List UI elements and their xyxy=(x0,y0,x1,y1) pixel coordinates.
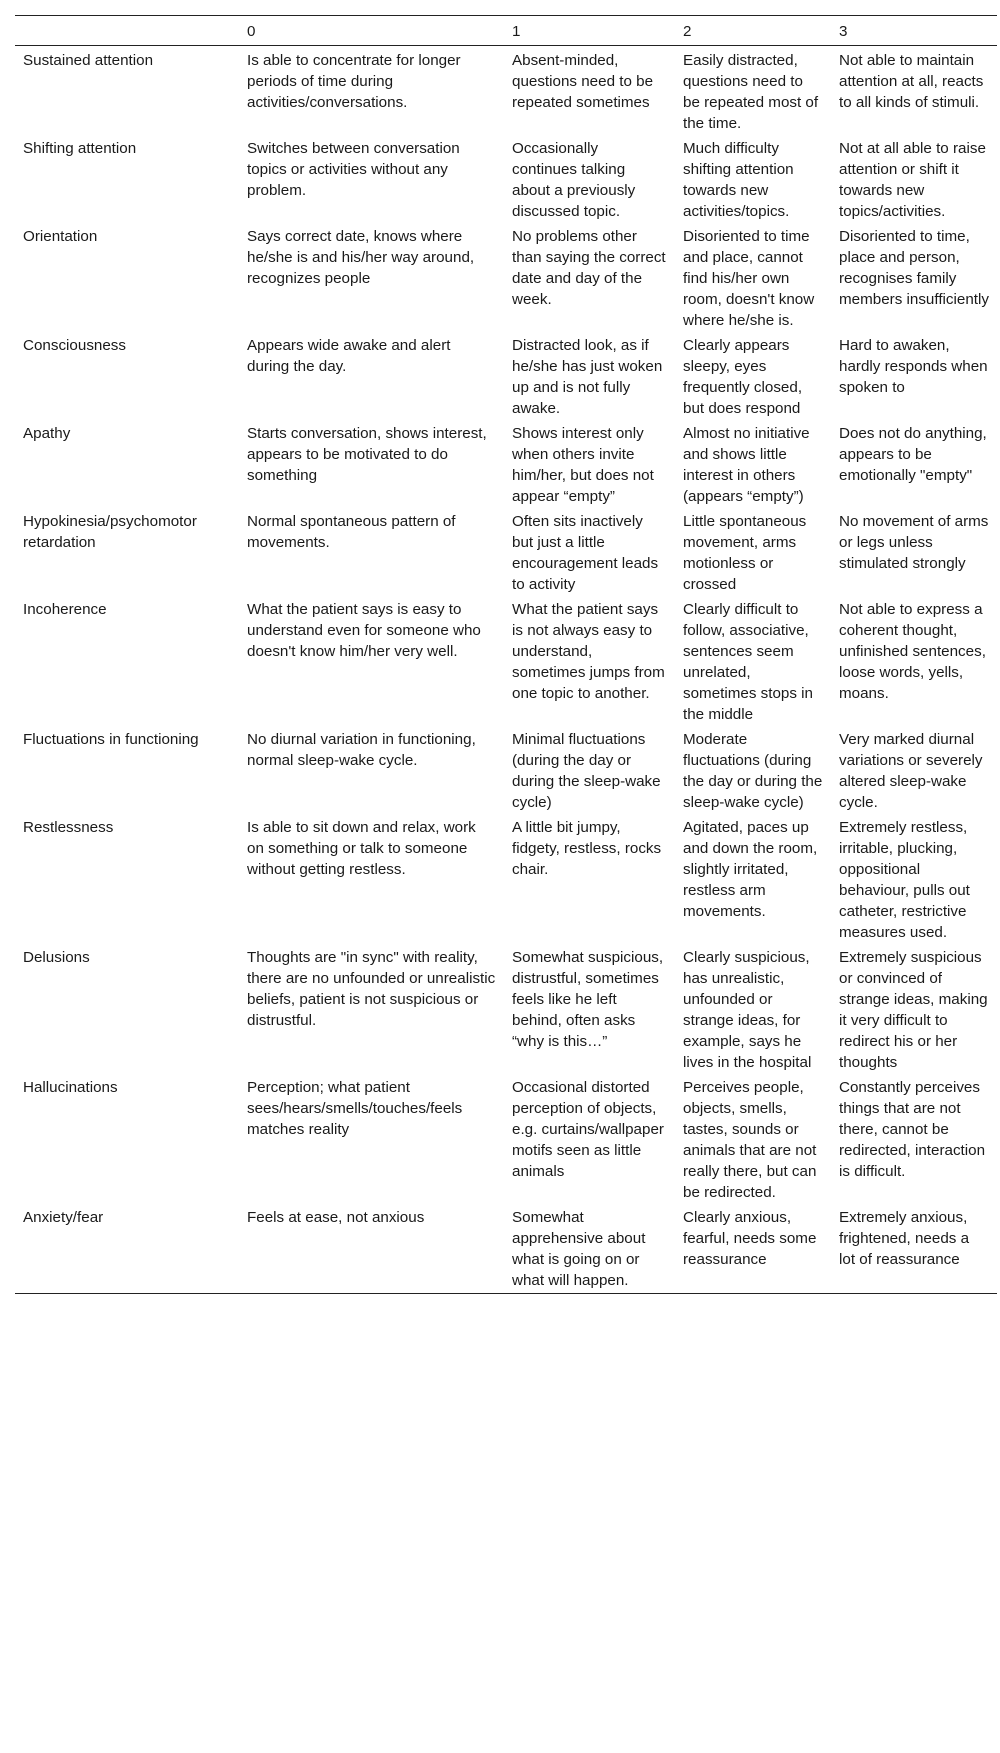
score-3-cell: Disoriented to time, place and person, recognises family members insufficiently xyxy=(839,228,989,308)
score-2-cell: Clearly appears sleepy, eyes frequently closed, but does respond xyxy=(683,337,803,417)
score-3-cell: Extremely restless, irritable, plucking, oppositional behaviour, pulls out catheter, restrictive measures used. xyxy=(839,819,970,941)
score-0-cell: Says correct date, knows where he/she is and his/her way around, recognizes people xyxy=(247,228,475,287)
score-0-cell: Is able to sit down and relax, work on something or talk to someone without getting restless. xyxy=(247,819,476,878)
row-label: Shifting attention xyxy=(23,140,137,157)
header-cell-item xyxy=(15,16,239,46)
score-0-cell: Is able to concentrate for longer periods of time during activities/conversations. xyxy=(247,52,461,111)
table-header xyxy=(15,16,997,46)
score-2-cell: Clearly suspicious, has unrealistic, unfounded or strange ideas, for example, says he lives in the hospital xyxy=(683,949,812,1071)
score-0-cell: Thoughts are "in sync" with reality, there are no unfounded or unrealistic beliefs, patient is not suspicious or distrustful. xyxy=(247,949,496,1029)
score-0-cell: Feels at ease, not anxious xyxy=(247,1209,425,1226)
score-0-cell: Appears wide awake and alert during the day. xyxy=(247,337,451,375)
score-3-cell: Extremely suspicious or convinced of strange ideas, making it very difficult to redirect his or her thoughts xyxy=(839,949,988,1071)
row-label: Hallucinations xyxy=(23,1079,118,1096)
header-cell-score-0: 0 xyxy=(247,23,256,40)
table-row xyxy=(15,224,997,333)
table-body xyxy=(15,46,997,1294)
row-label: Fluctuations in functioning xyxy=(23,731,199,748)
table-row xyxy=(15,597,997,727)
score-0-cell: No diurnal variation in functioning, normal sleep-wake cycle. xyxy=(247,731,476,769)
score-1-cell: Occasional distorted perception of objects, e.g. curtains/wallpaper motifs seen as little animals xyxy=(512,1079,664,1180)
row-label: Sustained attention xyxy=(23,52,154,69)
score-2-cell: Little spontaneous movement, arms motionless or crossed xyxy=(683,513,807,593)
score-3-cell: Extremely anxious, frightened, needs a lot of reassurance xyxy=(839,1209,970,1268)
score-1-cell: Somewhat suspicious, distrustful, sometimes feels like he left behind, often asks “why is this…” xyxy=(512,949,664,1050)
score-2-cell: Easily distracted, questions need to be repeated most of the time. xyxy=(683,52,819,132)
score-2-cell: Perceives people, objects, smells, tastes, sounds or animals that are not really there, but can be redirected. xyxy=(683,1079,817,1201)
score-2-cell: Much difficulty shifting attention towards new activities/topics. xyxy=(683,140,794,220)
score-1-cell: What the patient says is not always easy to understand, sometimes jumps from one topic to another. xyxy=(512,601,665,702)
score-0-cell: Switches between conversation topics or activities without any problem. xyxy=(247,140,460,199)
score-2-cell: Clearly anxious, fearful, needs some reassurance xyxy=(683,1209,817,1268)
row-label: Apathy xyxy=(23,425,71,442)
table-row xyxy=(15,727,997,815)
score-0-cell: What the patient says is easy to understand even for someone who doesn't know him/her very well. xyxy=(247,601,481,660)
header-cell-score-1: 1 xyxy=(512,23,521,40)
header-cell-score-2: 2 xyxy=(683,23,692,40)
score-3-cell: Does not do anything, appears to be emotionally "empty" xyxy=(839,425,987,484)
score-2-cell: Almost no initiative and shows little interest in others (appears “empty”) xyxy=(683,425,810,505)
score-0-cell: Normal spontaneous pattern of movements. xyxy=(247,513,456,551)
table-row xyxy=(15,46,997,137)
row-label: Incoherence xyxy=(23,601,107,618)
table-row xyxy=(15,815,997,945)
table-row xyxy=(15,1205,997,1294)
table-row xyxy=(15,421,997,509)
score-1-cell: Shows interest only when others invite him/her, but does not appear “empty” xyxy=(512,425,654,505)
score-0-cell: Starts conversation, shows interest, appears to be motivated to do something xyxy=(247,425,487,484)
score-3-cell: Very marked diurnal variations or severely altered sleep-wake cycle. xyxy=(839,731,983,811)
row-label: Hypokinesia/psychomotor retardation xyxy=(23,513,197,551)
row-label: Restlessness xyxy=(23,819,114,836)
score-3-cell: Not at all able to raise attention or shift it towards new topics/activities. xyxy=(839,140,986,220)
score-0-cell: Perception; what patient sees/hears/smells/touches/feels matches reality xyxy=(247,1079,463,1138)
score-2-cell: Clearly difficult to follow, associative, sentences seem unrelated, sometimes stops in the middle xyxy=(683,601,813,723)
score-3-cell: No movement of arms or legs unless stimulated strongly xyxy=(839,513,989,572)
score-1-cell: A little bit jumpy, fidgety, restless, rocks chair. xyxy=(512,819,662,878)
score-1-cell: Minimal fluctuations (during the day or during the sleep-wake cycle) xyxy=(512,731,661,811)
row-label: Consciousness xyxy=(23,337,126,354)
score-1-cell: Often sits inactively but just a little encouragement leads to activity xyxy=(512,513,659,593)
table-row xyxy=(15,333,997,421)
score-3-cell: Not able to maintain attention at all, reacts to all kinds of stimuli. xyxy=(839,52,984,111)
score-1-cell: Occasionally continues talking about a previously discussed topic. xyxy=(512,140,636,220)
header-cell-score-3: 3 xyxy=(839,23,848,40)
delirium-scale-table-wrapper xyxy=(15,15,997,1294)
score-3-cell: Constantly perceives things that are not there, cannot be redirected, interaction is difficult. xyxy=(839,1079,986,1180)
score-2-cell: Disoriented to time and place, cannot find his/her own room, doesn't know where he/she is. xyxy=(683,228,815,329)
header-row xyxy=(15,16,997,46)
score-2-cell: Agitated, paces up and down the room, slightly irritated, restless arm movements. xyxy=(683,819,818,920)
delirium-scale-table xyxy=(15,15,997,1294)
score-3-cell: Hard to awaken, hardly responds when spoken to xyxy=(839,337,988,396)
row-label: Delusions xyxy=(23,949,90,966)
table-row xyxy=(15,1075,997,1205)
table-row xyxy=(15,136,997,224)
row-label: Anxiety/fear xyxy=(23,1209,104,1226)
score-1-cell: No problems other than saying the correct date and day of the week. xyxy=(512,228,666,308)
score-1-cell: Distracted look, as if he/she has just woken up and is not fully awake. xyxy=(512,337,663,417)
table-row xyxy=(15,509,997,597)
row-label: Orientation xyxy=(23,228,98,245)
score-3-cell: Not able to express a coherent thought, unfinished sentences, loose words, yells, moans. xyxy=(839,601,986,702)
table-row xyxy=(15,945,997,1075)
score-1-cell: Absent-minded, questions need to be repeated sometimes xyxy=(512,52,654,111)
score-1-cell: Somewhat apprehensive about what is going on or what will happen. xyxy=(512,1209,646,1289)
score-2-cell: Moderate fluctuations (during the day or during the sleep-wake cycle) xyxy=(683,731,823,811)
